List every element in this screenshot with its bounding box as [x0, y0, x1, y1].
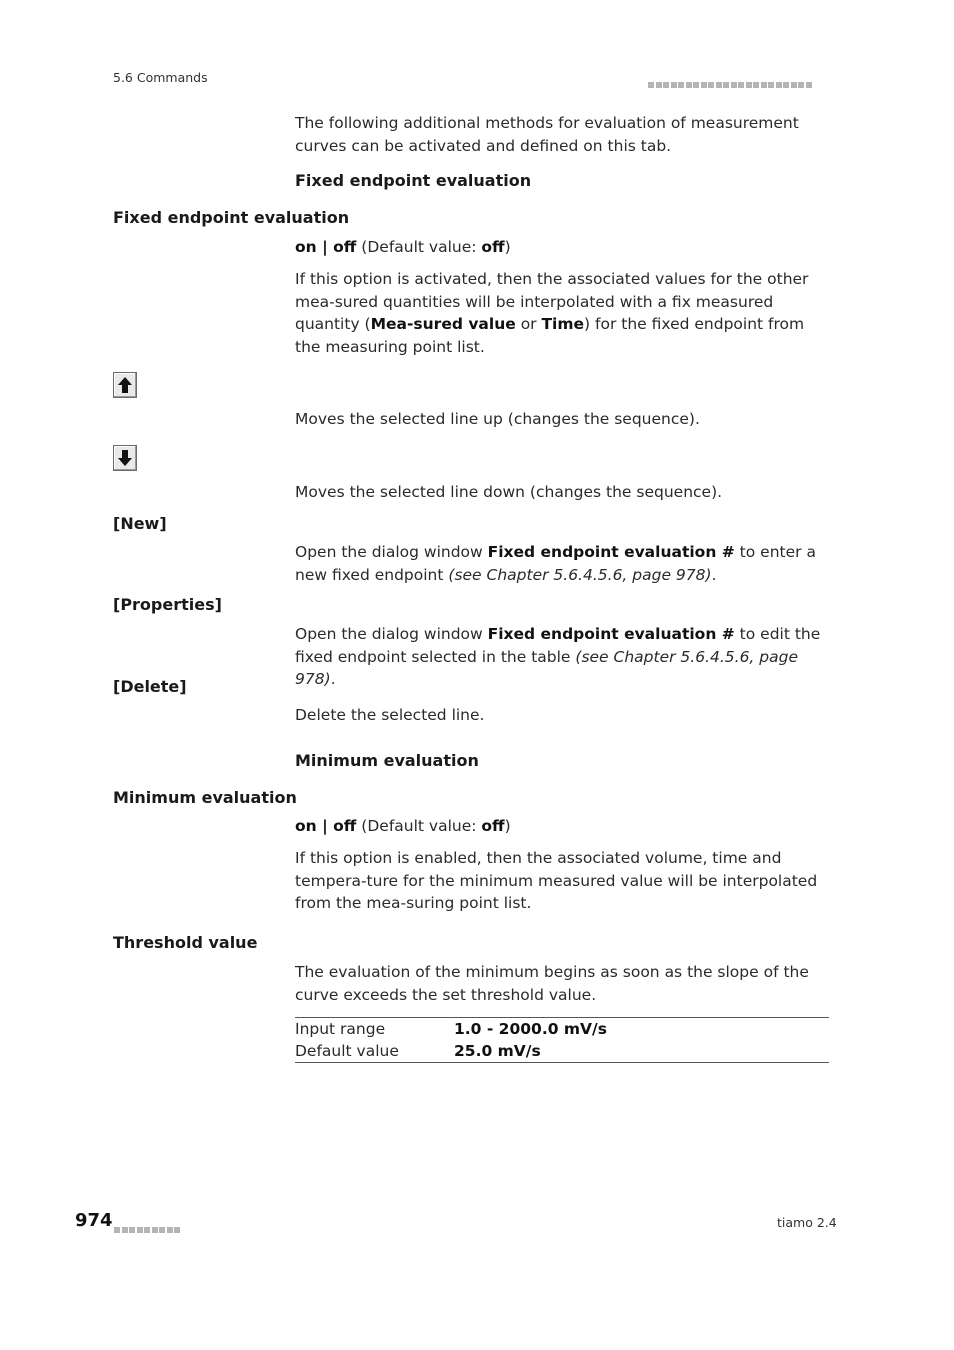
- properties-button-label: [Properties]: [113, 595, 222, 614]
- move-up-button[interactable]: [113, 372, 137, 398]
- minimum-evaluation-description: If this option is enabled, then the associated volume, time and tempera-ture for the minimum measured value will be interpolated from the mea-suring point list.: [295, 849, 818, 912]
- table-value: 25.0 mV/s: [454, 1042, 541, 1060]
- header-decoration-dots: [648, 73, 813, 92]
- fixed-endpoint-description: If this option is activated, then the associated values for the other mea-sured quantities will be interpolated with a fix measured quantity (Mea-sured value or Time) for the fixed endpoint from the measuring point list.: [295, 270, 809, 356]
- footer-decoration-dots: [114, 1218, 182, 1237]
- arrow-up-icon: [117, 376, 133, 394]
- chapter-reference-link[interactable]: (see Chapter 5.6.4.5.6, page 978): [448, 565, 712, 584]
- delete-button-description: Delete the selected line.: [295, 706, 485, 724]
- fixed-endpoint-param-title: Fixed endpoint evaluation: [113, 208, 350, 227]
- move-down-button[interactable]: [113, 445, 137, 471]
- new-button-description: Open the dialog window Fixed endpoint evaluation # to enter a new fixed endpoint (see Chapter 5.6.4.5.6, page 978).: [295, 543, 816, 584]
- table-value: 1.0 - 2000.0 mV/s: [454, 1020, 607, 1038]
- table-key: Input range: [295, 1020, 386, 1038]
- fixed-endpoint-values: on | off (Default value: off): [295, 238, 511, 256]
- minimum-evaluation-param-title: Minimum evaluation: [113, 788, 297, 807]
- intro-paragraph: The following additional methods for evaluation of measurement curves can be activated and defined on this tab.: [295, 114, 799, 155]
- arrow-down-icon: [117, 449, 133, 467]
- chapter-reference-link[interactable]: (see Chapter 5.6.4.5.6, page 978): [295, 647, 798, 688]
- running-header-section: 5.6 Commands: [113, 70, 208, 85]
- threshold-value-table: [295, 1017, 829, 1063]
- new-button-label: [New]: [113, 514, 167, 533]
- fixed-endpoint-subheading: Fixed endpoint evaluation: [295, 171, 532, 190]
- move-up-description: Moves the selected line up (changes the sequence).: [295, 410, 700, 428]
- table-row: [295, 1040, 829, 1062]
- threshold-value-label: Threshold value: [113, 933, 258, 952]
- table-row: [295, 1018, 829, 1040]
- product-name: tiamo 2.4: [777, 1215, 837, 1230]
- move-down-description: Moves the selected line down (changes the sequence).: [295, 483, 723, 501]
- minimum-evaluation-values: on | off (Default value: off): [295, 817, 511, 835]
- page-number: 974: [75, 1210, 113, 1231]
- properties-button-description: Open the dialog window Fixed endpoint evaluation # to edit the fixed endpoint selected in the table (see Chapter 5.6.4.5.6, page 978).: [295, 625, 821, 688]
- table-key: Default value: [295, 1042, 399, 1060]
- delete-button-label: [Delete]: [113, 677, 187, 696]
- minimum-evaluation-subheading: Minimum evaluation: [295, 751, 479, 770]
- threshold-value-description: The evaluation of the minimum begins as soon as the slope of the curve exceeds the set threshold value.: [295, 963, 809, 1004]
